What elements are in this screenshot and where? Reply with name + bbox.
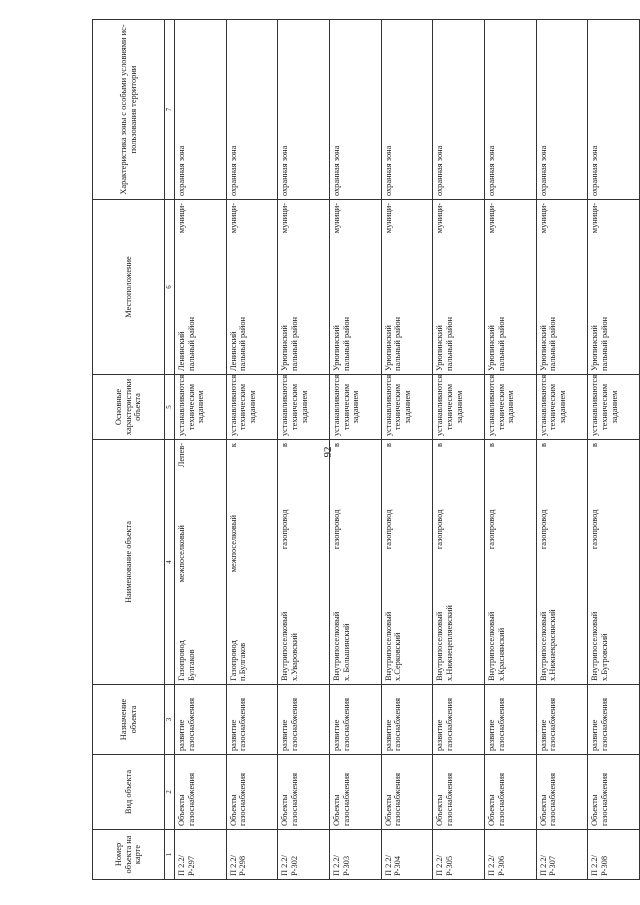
object-characteristics: устанавливаются техническим заданием xyxy=(536,375,588,440)
object-name-line1: Внутрипоселковый газопровод в xyxy=(590,443,600,681)
object-zone: охранная зона xyxy=(484,20,536,200)
object-location-line2: пальный район xyxy=(548,316,558,371)
object-purpose: развитие газоснабжения xyxy=(588,685,640,755)
object-name-line2: х. Большинский xyxy=(341,623,351,681)
header-cell: Характеристика зоны с особыми условиями ис-пользования территории xyxy=(93,20,165,200)
object-zone: охранная зона xyxy=(433,20,485,200)
table-row xyxy=(484,20,536,880)
header-cell: Вид объекта xyxy=(93,755,165,830)
object-type: Объекты газоснабжения xyxy=(588,755,640,830)
object-number: П 2.2/ Р-298 xyxy=(226,830,278,880)
object-location-line2: пальный район xyxy=(341,316,351,371)
object-number: П 2.2/ Р-297 xyxy=(175,830,227,880)
object-location-line1: Урюпинский муници- xyxy=(435,203,445,371)
object-name-line2: п.Булгаков xyxy=(238,642,248,681)
object-location xyxy=(175,200,227,375)
object-type: Объекты газоснабжения xyxy=(226,755,278,830)
table-row xyxy=(278,20,330,880)
object-location xyxy=(536,200,588,375)
table-row xyxy=(433,20,485,880)
object-location-line1: Урюпинский муници- xyxy=(590,203,600,371)
header-cell: Номер объекта на карте xyxy=(93,830,165,880)
object-number: П 2.2/ Р-308 xyxy=(588,830,640,880)
column-number-row xyxy=(165,20,175,880)
object-zone: охранная зона xyxy=(536,20,588,200)
object-characteristics: устанавливаются техническим заданием xyxy=(588,375,640,440)
object-zone: охранная зона xyxy=(381,20,433,200)
object-purpose: развитие газоснабжения xyxy=(536,685,588,755)
object-location-line2: пальный район xyxy=(599,316,609,371)
table-row xyxy=(329,20,381,880)
column-number: 6 xyxy=(165,200,175,375)
object-location-line1: Ленинский муници- xyxy=(228,203,238,371)
table-row xyxy=(381,20,433,880)
object-name xyxy=(226,440,278,685)
object-characteristics: устанавливаются техническим заданием xyxy=(484,375,536,440)
object-type: Объекты газоснабжения xyxy=(278,755,330,830)
object-location-line2: пальный район xyxy=(186,316,196,371)
table-row xyxy=(226,20,278,880)
object-location xyxy=(433,200,485,375)
object-name-line1: Внутрипоселковый газопровод в xyxy=(435,443,445,681)
object-purpose: развитие газоснабжения xyxy=(381,685,433,755)
object-location-line1: Урюпинский муници- xyxy=(538,203,548,371)
column-number: 2 xyxy=(165,755,175,830)
object-purpose: развитие газоснабжения xyxy=(278,685,330,755)
object-name xyxy=(278,440,330,685)
object-characteristics: устанавливаются техническим заданием xyxy=(329,375,381,440)
column-number: 3 xyxy=(165,685,175,755)
objects-table xyxy=(92,19,640,880)
object-name-line1: Внутрипоселковый газопровод в xyxy=(383,443,393,681)
object-name-line1: Внутрипоселковый газопровод в xyxy=(538,443,548,681)
object-characteristics: устанавливаются техническим заданием xyxy=(278,375,330,440)
object-location xyxy=(484,200,536,375)
table-row xyxy=(588,20,640,880)
object-name-line2: х.Краснянский xyxy=(496,627,506,681)
object-name-line2: х.Уваровский xyxy=(289,633,299,681)
object-name xyxy=(175,440,227,685)
object-type: Объекты газоснабжения xyxy=(329,755,381,830)
object-number: П 2.2/ Р-302 xyxy=(278,830,330,880)
object-zone: охранная зона xyxy=(278,20,330,200)
object-location-line1: Урюпинский муници- xyxy=(486,203,496,371)
object-number: П 2.2/ Р-305 xyxy=(433,830,485,880)
object-type: Объекты газоснабжения xyxy=(484,755,536,830)
object-name-line2: х.Серковский xyxy=(393,632,403,681)
object-location xyxy=(381,200,433,375)
object-zone: охранная зона xyxy=(175,20,227,200)
object-name xyxy=(381,440,433,685)
object-number: П 2.2/ Р-306 xyxy=(484,830,536,880)
object-purpose: развитие газоснабжения xyxy=(175,685,227,755)
object-zone: охранная зона xyxy=(588,20,640,200)
object-number: П 2.2/ Р-304 xyxy=(381,830,433,880)
object-purpose: развитие газоснабжения xyxy=(484,685,536,755)
header-cell: Назначение объекта xyxy=(93,685,165,755)
object-name-line1: Газопровод межпоселковый к xyxy=(228,443,238,681)
header-cell: Наименование объекта xyxy=(93,440,165,685)
object-location-line2: пальный район xyxy=(238,316,248,371)
column-number: 1 xyxy=(165,830,175,880)
object-location-line2: пальный район xyxy=(496,316,506,371)
column-number: 4 xyxy=(165,440,175,685)
header-row xyxy=(93,20,165,880)
object-name-line1: Внутрипоселковый газопровод в xyxy=(486,443,496,681)
header-cell: Основные характеристики объекта xyxy=(93,375,165,440)
object-characteristics: устанавливаются техническим заданием xyxy=(226,375,278,440)
header-cell: Местоположение xyxy=(93,200,165,375)
object-name-line1: Внутрипоселковый газопровод в xyxy=(280,443,290,681)
object-name xyxy=(536,440,588,685)
object-type: Объекты газоснабжения xyxy=(381,755,433,830)
object-zone: охранная зона xyxy=(329,20,381,200)
object-purpose: развитие газоснабжения xyxy=(329,685,381,755)
object-location xyxy=(588,200,640,375)
object-characteristics: устанавливаются техническим заданием xyxy=(175,375,227,440)
object-location-line2: пальный район xyxy=(393,316,403,371)
page-number: 92 xyxy=(322,446,334,458)
object-name-line2: х.Бугровский xyxy=(599,633,609,681)
object-location-line2: пальный район xyxy=(289,316,299,371)
object-location-line1: Урюпинский муници- xyxy=(383,203,393,371)
column-number: 7 xyxy=(165,20,175,200)
object-characteristics: устанавливаются техническим заданием xyxy=(433,375,485,440)
object-characteristics: устанавливаются техническим заданием xyxy=(381,375,433,440)
object-location-line1: Ленинский муници- xyxy=(177,203,186,371)
object-number: П 2.2/ Р-307 xyxy=(536,830,588,880)
object-location-line1: Урюпинский муници- xyxy=(331,203,341,371)
column-number: 5 xyxy=(165,375,175,440)
object-name-line1: Газопровод межпоселковый Лепев- xyxy=(177,443,186,681)
object-type: Объекты газоснабжения xyxy=(536,755,588,830)
object-location xyxy=(329,200,381,375)
object-location-line2: пальный район xyxy=(444,316,454,371)
table-row xyxy=(175,20,227,880)
object-location xyxy=(226,200,278,375)
object-purpose: развитие газоснабжения xyxy=(433,685,485,755)
object-name xyxy=(329,440,381,685)
table-row xyxy=(536,20,588,880)
object-type: Объекты газоснабжения xyxy=(175,755,227,830)
object-number: П 2.2/ Р-303 xyxy=(329,830,381,880)
object-name-line2: х.Нижнецепляевский xyxy=(444,605,454,681)
object-name xyxy=(433,440,485,685)
object-location xyxy=(278,200,330,375)
object-purpose: развитие газоснабжения xyxy=(226,685,278,755)
object-type: Объекты газоснабжения xyxy=(433,755,485,830)
object-name-line2: х.Нижнекрасянский xyxy=(548,609,558,681)
object-name-line2: Булгаков xyxy=(186,649,196,681)
rotated-table-container xyxy=(92,20,640,880)
object-name xyxy=(588,440,640,685)
object-name-line1: Внутрипоселковый газопровод в xyxy=(331,443,341,681)
object-zone: охранная зона xyxy=(226,20,278,200)
object-name xyxy=(484,440,536,685)
object-location-line1: Урюпинский муници- xyxy=(280,203,290,371)
